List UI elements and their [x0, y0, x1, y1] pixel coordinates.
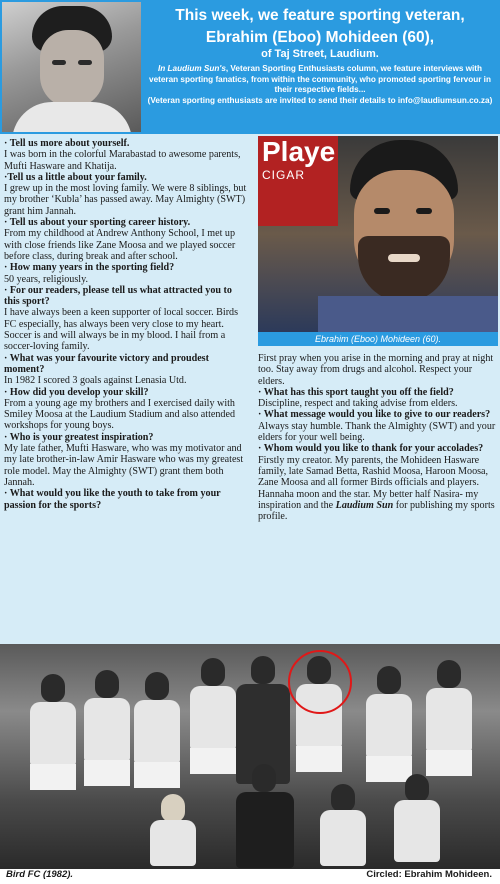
header-title: This week, we feature sporting veteran,	[175, 7, 465, 24]
portrait-eye	[52, 60, 66, 65]
background-sign	[258, 136, 338, 226]
portrait-eye	[416, 208, 432, 214]
question: · Who is your greatest inspiration?	[4, 431, 154, 443]
answer-tail: for publishing my sports profile.	[258, 499, 495, 523]
right-column	[258, 353, 498, 522]
question: · What message would you like to give to our readers?	[258, 409, 491, 421]
portrait-eye	[78, 60, 92, 65]
question: · Whom would you like to thank for your accolades?	[258, 443, 484, 455]
photo-caption: Ebrahim (Eboo) Mohideen (60).	[258, 332, 498, 346]
portrait-mouth	[388, 254, 420, 262]
answer-text: Firstly my creator. My parents, the Mohideen Hasware family, late Samad Betta, Rashid Moosa, Haroon Moosa, Zane Moosa and all former Birds officials and players. Hannaha moon and the star. My better half Nasira- my inspiration and the	[258, 454, 489, 511]
portrait-face	[40, 30, 104, 108]
question: · For our readers, please tell us what attracted you to this sport?	[4, 284, 232, 308]
question: · Tell us about your sporting career history.	[4, 217, 191, 229]
question: · Tell us more about yourself.	[4, 138, 130, 149]
answer	[258, 455, 498, 523]
young-portrait-photo	[2, 2, 141, 132]
header-text-block	[142, 2, 498, 132]
question: ·Tell us a little about your family.	[4, 171, 147, 183]
portrait-shirt	[12, 102, 132, 132]
intro-publication: In Laudium Sun's	[157, 64, 226, 73]
answer: From a young age my brothers and I exercised daily with Smiley Moosa at the Laudium Stadium and also attended workshops for young boys.	[4, 397, 235, 432]
answer: From my childhood at Andrew Anthony School, I met up with close friends like Zane Moosa and we played soccer before class, during break and after school.	[4, 228, 236, 262]
header-call-to-action: (Veteran sporting enthusiasts are invited to send their details to info@laudiumsun.co.za)	[147, 95, 493, 105]
header-name: Ebrahim (Eboo) Mohideen (60),	[205, 29, 435, 46]
portrait-beard	[358, 236, 450, 302]
intro-text: , Veteran Sporting Enthusiasts column, we feature interviews with veteran sporting fanatics, from within the community, who promoted sporting fervour in their respective fields...	[149, 64, 491, 95]
team-photo	[0, 644, 500, 869]
question: · How many years in the sporting field?	[4, 262, 175, 274]
answer: In 1982 I scored 3 goals against Lenasia Utd.	[4, 375, 187, 387]
sign-text-small: CIGAR	[262, 168, 306, 182]
question: · What would you like the youth to take from your passion for the sports?	[4, 488, 221, 511]
answer: Discipline, respect and taking advise from elders.	[258, 398, 458, 410]
answer: 50 years, religiously.	[4, 273, 89, 285]
circled-caption: Circled: Ebrahim Mohideen.	[366, 869, 492, 880]
answer: Always stay humble. Thank the Almighty (SWT) and your elders for your well being.	[258, 420, 496, 444]
header-intro	[142, 64, 498, 96]
portrait-eye	[374, 208, 390, 214]
question: · How did you develop your skill?	[4, 386, 149, 398]
question: · What has this sport taught you off the field?	[258, 386, 454, 398]
answer: My late father, Mufti Hasware, who was my motivator and my late brother-in-law Amir Hasware who was my greatest role model. May the Almighty (SWT) grant them both Jannah.	[4, 443, 244, 488]
question: · What was your favourite victory and proudest moment?	[4, 352, 209, 375]
header-address: of Taj Street, Laudium.	[261, 48, 379, 60]
sign-text: Playe	[262, 136, 336, 167]
highlight-circle	[288, 650, 352, 714]
team-photo-caption: Bird FC (1982).	[6, 869, 74, 880]
answer: I was born in the colorful Marabastad to awesome parents, Mufti Hasware and Khatija.	[4, 149, 241, 172]
answer: I grew up in the most loving family. We were 8 siblings, but my brother ‘Kubla’ has passed away. May Almighty (SWT) grant him Jannah.	[4, 183, 247, 217]
left-column	[4, 138, 248, 511]
article-header	[0, 0, 500, 134]
publication-name: Laudium Sun	[335, 499, 394, 511]
answer-continuation: First pray when you arise in the morning and pray at night too. Stay away from drugs and alcohol. Respect your elders.	[258, 353, 494, 387]
adult-portrait-photo	[258, 136, 498, 332]
portrait-shirt	[318, 296, 498, 332]
answer: I have always been a keen supporter of local soccer. Birds FC especially, has always been very close to my heart. Soccer is and will always be in my blood. I hail from a soccer-loving family.	[4, 307, 239, 353]
